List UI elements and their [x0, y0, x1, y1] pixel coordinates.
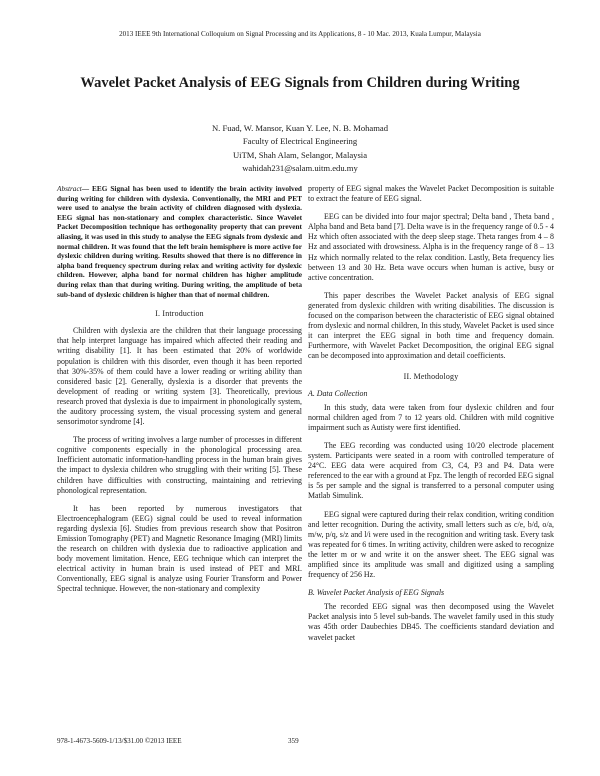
abstract — [57, 184, 302, 299]
section-introduction-heading: I. Introduction — [155, 309, 204, 319]
section-methodology-heading: II. Methodology — [403, 371, 459, 381]
intro-paragraph-5: EEG can be divided into four major spectral; Delta band , Theta band , Alpha band and Beta band [7]. Delta wave is in the frequency range of 0.5 - 4 Hz which often associated with the deep sleep stage. Theta ranges from 4 – 8 Hz and associated with drowsiness. Alpha is in the frequency range of 8 – 13 Hz which normally related to the relax condition. Lastly, Beta frequency lies between 13 and 30 Hz. Beta wave occurs when human is active, busy or active concentration. — [308, 212, 554, 282]
method-paragraph-4: The recorded EEG signal was then decomposed using the Wavelet Packet analysis into 5 level sub-bands. The wavelet family used in this study was 45th order Daubechies DB45. The coefficients standard deviation and wavelet packet — [308, 602, 554, 642]
intro-paragraph-1: Children with dyslexia are the children that their language processing that help interpret language has impaired which affected their reading and writing disability [1]. It has been estimated that 20% of worldwide population is children with this disorder, even though it has been reported that 30%-35% of them could have a lower reading or writing ability than considered basic [2]. Generally, dyslexia is a disorder that prevents the development of reading or writing system [3]. Theoretically, previous research proved that dyslexia is due to impairment in phonologically system, the auditory processing system, the visual processing system and general sensorimotor syndrome [4]. — [57, 326, 302, 427]
footer-isbn: 978-1-4673-5609-1/13/$31.00 ©2013 IEEE — [57, 737, 182, 745]
intro-paragraph-6: This paper describes the Wavelet Packet analysis of EEG signal generated from dyslexic children with writing disabilities. The discussion is focused on the comparison between the characteristic of EEG signal obtained from dyslexic and normal children, In this study, Wavelet Packet is used since it can interpret the EEG signal in both time and frequency domain. Furthermore, with Wavelet Packet Decomposition, the original EEG signal can be decomposed into approximation and detail coefficients. — [308, 290, 554, 361]
abstract-text: — EEG Signal has been used to identify the brain activity involved during writing for children with dyslexia. Conventionally, the MRI and PET were used to analyse the brain activity of children diagnosed with dyslexia. EEG signal has non-stationary and complex characteristic. Since Wavelet Packet Decomposition technique has orthogonality property that can prevent aliasing, it was used in this study to analyse the EEG signals from dyslexic and normal children. It was found that the left brain hemisphere is more active for dyslexic children during writing. Results showed that there is no difference in alpha band frequency spectrum during relax and writing activity for dyslexic children. However, alpha band for normal children has higher amplitude during relax than that during writing. During writing, the amplitude of beta sub-band of dyslexic children is higher than that of normal children. — [57, 184, 302, 299]
intro-paragraph-4: property of EEG signal makes the Wavelet Packet Decomposition is suitable to extract the feature of EEG signal. — [308, 184, 554, 204]
footer-page-number: 359 — [288, 737, 299, 745]
author-email[interactable]: wahidah231@salam.uitm.edu.my — [242, 163, 358, 174]
subsection-data-collection: A. Data Collection — [308, 388, 368, 398]
method-paragraph-3: EEG signal were captured during their relax condition, writing condition and letter recognition. During the activity, small letters such as c/e, b/d, o/a, m/w, p/q, s/z and l/i were used in the recognition and writing task. Every task was repeated for 6 times. In writing activity, children were asked to recognize the letter m or w and write it on the answer sheet. The EEG signal was amplified since its amplitude was small and digitized using a sampling frequency of 256 Hz. — [308, 509, 554, 580]
paper-title: Wavelet Packet Analysis of EEG Signals from Children during Writing — [80, 75, 520, 91]
conference-header: 2013 IEEE 9th International Colloquium on Signal Processing and its Applications, 8 - 10 Mac. 2013, Kuala Lumpur, Malaysia — [119, 30, 481, 38]
left-column — [57, 184, 302, 603]
right-column — [308, 184, 554, 651]
author-block — [100, 122, 500, 176]
method-paragraph-1: In this study, data were taken from four dyslexic children and four normal children aged from 7 to 12 years old. Children with mild cognitive impairment such as Autisty were first identified. — [308, 402, 554, 432]
author-address: UiTM, Shah Alam, Selangor, Malaysia — [232, 149, 368, 160]
subsection-wavelet-packet: B. Wavelet Packet Analysis of EEG Signals — [308, 588, 445, 598]
intro-paragraph-2: The process of writing involves a large number of processes in different cognitive components especially in the phonological processing area. Inefficient automatic information-handling process in the human brain gives the impact to dyslexia children who struggling with their writing [5]. These children have difficulties with constructing, maintaining and retrieving phonological representation. — [57, 435, 302, 495]
intro-paragraph-3: It has been reported by numerous investigators that Electroencephalogram (EEG) signal could be used to reveal information regarding dyslexia [6]. Studies from previous research show that Positron Emission Tomography (PET) and Magnetic Resonance Imaging (MRI) limits the research on children with dyslexia due to radioactive application and body movement limitation. Hence, EEG technique which can interpret the electrical activity in human brain is used instead of PET and MRI. Conventionally, EEG signal is analyze using Fourier Transform and Power Spectral technique. However, the non-stationary and complexity — [57, 503, 302, 594]
author-names: N. Fuad, W. Mansor, Kuan Y. Lee, N. B. Mohamad — [211, 123, 389, 133]
author-affiliation: Faculty of Electrical Engineering — [242, 136, 358, 147]
abstract-label: Abstract — [57, 184, 82, 193]
method-paragraph-2: The EEG recording was conducted using 10/20 electrode placement system. Participants were seated in a room with controlled temperature of 24°C. EEG data were acquired from C3, C4, P3 and P4. Data were referenced to the ear with a ground at Fpz. The length of recorded EEG signal is 5s per sample and the signal is transferred to a personal computer using Matlab Simulink. — [308, 440, 554, 501]
